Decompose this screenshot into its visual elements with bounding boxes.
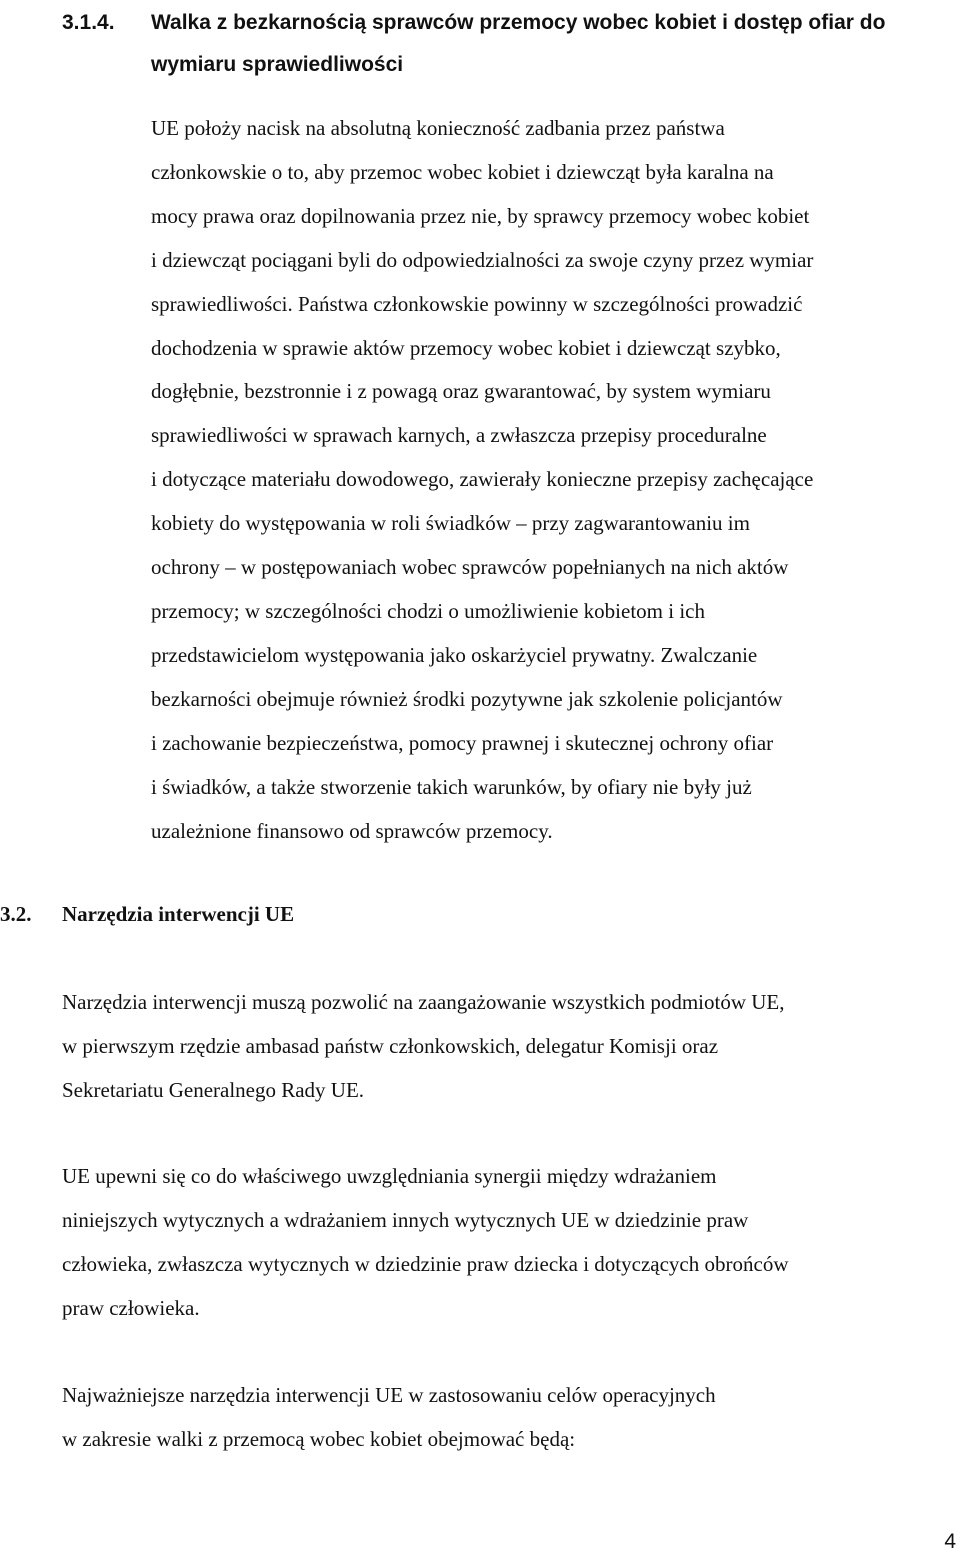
section-number: 3.1.4. bbox=[62, 11, 115, 34]
paragraph-line: dochodzenia w sprawie aktów przemocy wobec kobiet i dziewcząt szybko, bbox=[151, 335, 781, 360]
paragraph-line: człowieka, zwłaszcza wytycznych w dziedzinie praw dziecka i dotyczących obrońców bbox=[62, 1251, 789, 1276]
paragraph-line: i zachowanie bezpieczeństwa, pomocy prawnej i skutecznej ochrony ofiar bbox=[151, 730, 774, 755]
paragraph-tools-actors bbox=[62, 981, 947, 1113]
page-number: 4 bbox=[944, 1530, 956, 1553]
section-title-line: Walka z bezkarnością sprawców przemocy wobec kobiet i dostęp ofiar do bbox=[151, 11, 886, 34]
paragraph-impunity bbox=[151, 107, 951, 853]
paragraph-line: dogłębnie, bezstronnie i z powagą oraz gwarantować, by system wymiaru bbox=[151, 379, 771, 404]
paragraph-line: ochrony – w postępowaniach wobec sprawców popełnianych na nich aktów bbox=[151, 555, 789, 580]
paragraph-line: UE upewni się co do właściwego uwzględniania synergii między wdrażaniem bbox=[62, 1164, 717, 1188]
paragraph-line: sprawiedliwości. Państwa członkowskie powinny w szczególności prowadzić bbox=[151, 291, 803, 316]
paragraph-line: w pierwszym rzędzie ambasad państw członkowskich, delegatur Komisji oraz bbox=[62, 1033, 719, 1058]
paragraph-line: UE położy nacisk na absolutną konieczność zadbania przez państwa bbox=[151, 116, 725, 140]
paragraph-line: członkowskie o to, aby przemoc wobec kobiet i dziewcząt była karalna na bbox=[151, 159, 774, 184]
paragraph-synergy bbox=[62, 1155, 947, 1331]
paragraph-line: kobiety do występowania w roli świadków – przy zagwarantowaniu im bbox=[151, 511, 750, 536]
paragraph-key-tools bbox=[62, 1374, 947, 1462]
paragraph-line: bezkarności obejmuje również środki pozytywne jak szkolenie policjantów bbox=[151, 686, 783, 711]
paragraph-line: mocy prawa oraz dopilnowania przez nie, by sprawcy przemocy wobec kobiet bbox=[151, 203, 810, 228]
paragraph-line: Najważniejsze narzędzia interwencji UE w zastosowaniu celów operacyjnych bbox=[62, 1383, 716, 1407]
paragraph-line: praw człowieka. bbox=[62, 1295, 200, 1320]
paragraph-line: przedstawicielom występowania jako oskarżyciel prywatny. Zwalczanie bbox=[151, 642, 758, 667]
paragraph-line: przemocy; w szczególności chodzi o umożliwienie kobietom i ich bbox=[151, 598, 705, 623]
section-title-line: wymiaru sprawiedliwości bbox=[151, 53, 404, 76]
paragraph-line: sprawiedliwości w sprawach karnych, a zwłaszcza przepisy proceduralne bbox=[151, 423, 767, 448]
paragraph-line: w zakresie walki z przemocą wobec kobiet obejmować będą: bbox=[62, 1426, 576, 1451]
paragraph-line: Narzędzia interwencji muszą pozwolić na zaangażowanie wszystkich podmiotów UE, bbox=[62, 990, 785, 1014]
paragraph-line: i świadków, a także stworzenie takich warunków, by ofiary nie były już bbox=[151, 774, 752, 799]
section-title bbox=[151, 2, 951, 86]
paragraph-line: niniejszych wytycznych a wdrażaniem innych wytycznych UE w dziedzinie praw bbox=[62, 1207, 749, 1232]
section-title: Narzędzia interwencji UE bbox=[62, 902, 295, 926]
paragraph-line: i dotyczące materiału dowodowego, zawierały konieczne przepisy zachęcające bbox=[151, 467, 814, 492]
paragraph-line: i dziewcząt pociągani byli do odpowiedzialności za swoje czyny przez wymiar bbox=[151, 247, 814, 272]
section-number: 3.2. bbox=[0, 902, 32, 926]
paragraph-line: uzależnione finansowo od sprawców przemocy. bbox=[151, 818, 553, 843]
paragraph-line: Sekretariatu Generalnego Rady UE. bbox=[62, 1077, 365, 1102]
